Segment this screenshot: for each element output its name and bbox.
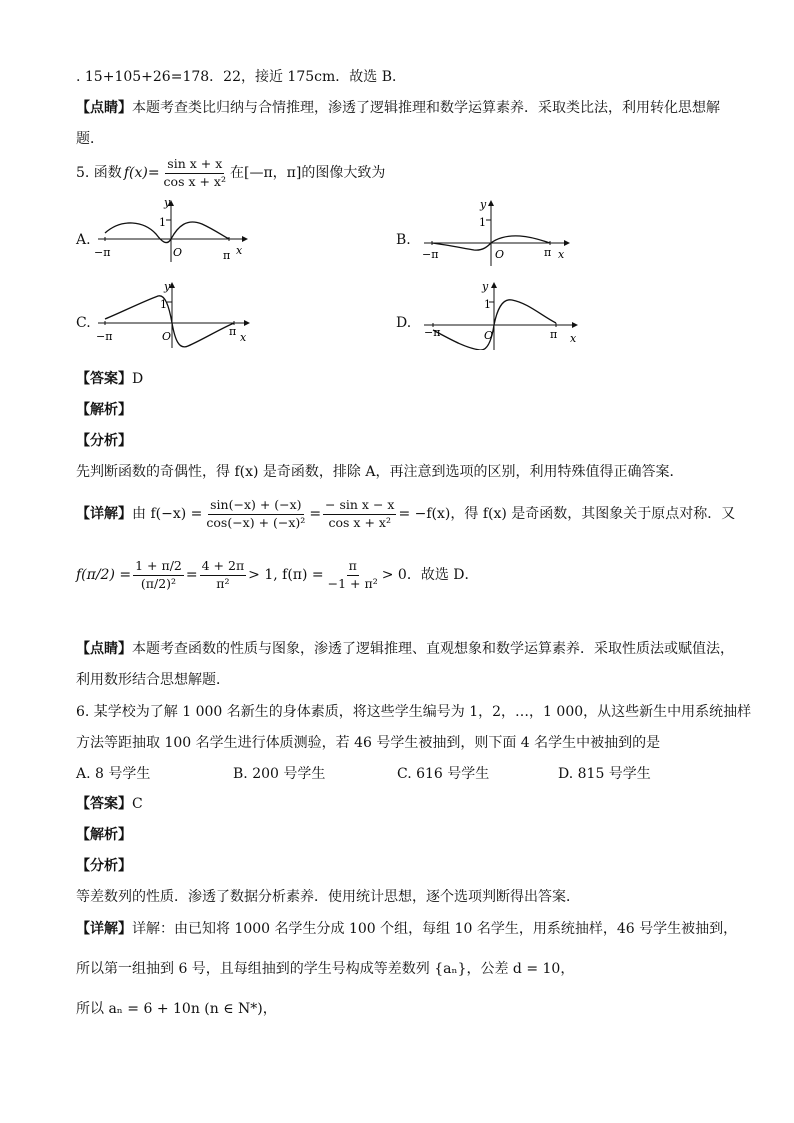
option-label[interactable]: D. — [396, 315, 412, 331]
denominator: cos(−x) + (−x)² — [206, 514, 306, 530]
option-d[interactable]: D. 815 号学生 — [558, 766, 651, 782]
pi-label: π — [223, 249, 231, 262]
pi-label: π — [550, 328, 558, 341]
x-label: x — [236, 244, 243, 257]
question-text: 在[—π，π]的图像大致为 — [230, 165, 386, 181]
equals: = — [309, 506, 322, 522]
denominator: −1 + π² — [327, 575, 378, 591]
detail-line — [76, 560, 479, 590]
detail-text: = −f(x)，得 f(x) 是奇函数，其图象关于原点对称．又 — [398, 506, 736, 522]
y-label: y — [480, 198, 487, 211]
answer-tag: 【答案】 — [76, 371, 132, 387]
denominator: π² — [216, 575, 230, 591]
detail-text: > 0．故选 D． — [381, 567, 479, 583]
option-label[interactable]: A. — [76, 232, 91, 248]
option-c[interactable]: C. 616 号学生 — [397, 766, 490, 782]
fraction — [162, 158, 228, 188]
y-one-label: 1 — [159, 216, 166, 229]
pi-label: π — [544, 246, 552, 259]
comment-tag: 【点睛】 — [76, 641, 132, 657]
comment-tag: 【点睛】 — [76, 100, 132, 116]
answer-tag: 【答案】 — [76, 796, 132, 812]
y-axis-arrow — [488, 200, 494, 206]
y-one-label: 1 — [160, 298, 167, 311]
denominator: (π/2)² — [140, 575, 177, 591]
analysis-tag: 【解析】 — [76, 827, 132, 843]
numerator: 4 + 2π — [200, 560, 247, 576]
function-name: f(x)= — [123, 165, 160, 181]
detail-text: > 1, f(π) = — [248, 567, 324, 583]
x-label: x — [558, 248, 565, 261]
option-label[interactable]: B. — [396, 232, 411, 248]
y-label: y — [164, 196, 171, 209]
detail-text: 所以 aₙ = 6 + 10n (n ∈ N*)， — [76, 1001, 277, 1017]
comment-line — [76, 101, 720, 115]
fenxi-text: 先判断函数的奇偶性，得 f(x) 是奇函数，排除 A，再注意到选项的区别，利用特殊值得正确答案． — [76, 464, 684, 480]
analysis-tag: 【解析】 — [76, 402, 132, 418]
question-6-stem: 6. 某学校为了解 1 000 名新生的身体素质，将这些学生编号为 1，2，…，1 000，从这些新生中用系统抽样 — [76, 704, 752, 720]
answer-line — [76, 797, 143, 811]
option-b[interactable]: B. 200 号学生 — [233, 766, 326, 782]
y-one-label: 1 — [479, 216, 486, 229]
fenxi-text: 等差数列的性质．渗透了数据分析素养．使用统计思想，逐个选项判断得出答案． — [76, 889, 580, 905]
function-curve — [105, 222, 229, 243]
x-axis-arrow — [244, 320, 250, 326]
neg-pi-label: −π — [94, 246, 111, 259]
fenxi-tag: 【分析】 — [76, 433, 132, 449]
neg-pi-label: −π — [424, 326, 441, 339]
detail-tag: 【详解】 — [76, 506, 132, 522]
answer-line — [76, 372, 143, 386]
origin-label: O — [495, 248, 505, 261]
neg-pi-label: −π — [96, 330, 113, 343]
denominator: cos x + x² — [163, 173, 226, 189]
fraction — [204, 499, 307, 529]
comment-text: 题． — [76, 131, 104, 147]
detail-text: f(π/2) = — [76, 567, 132, 583]
x-label: x — [240, 331, 247, 344]
comment-text: 利用数形结合思想解题． — [76, 672, 230, 688]
detail-tag: 【详解】 — [76, 921, 132, 937]
origin-label: O — [173, 246, 183, 259]
x-axis-arrow — [242, 236, 248, 242]
numerator: π — [347, 560, 359, 576]
detail-text: 由 f(−x) = — [132, 506, 203, 522]
numerator: − sin x − x — [323, 499, 396, 515]
comment-text: 本题考查函数的性质与图象，渗透了逻辑推理、直观想象和数学运算素养．采取性质法或赋值法， — [132, 641, 734, 657]
fraction — [200, 560, 247, 590]
x-axis-arrow — [564, 240, 570, 246]
option-label[interactable]: C. — [76, 315, 91, 331]
equals: = — [185, 567, 198, 583]
option-a-graph — [92, 196, 252, 266]
origin-label: O — [162, 330, 172, 343]
neg-pi-label: −π — [422, 248, 439, 261]
detail-line — [76, 922, 737, 936]
detail-text: 所以第一组抽到 6 号，且每组抽到的学生号构成等差数列 {aₙ}，公差 d = 10， — [76, 961, 575, 977]
comment-text: 本题考查类比归纳与合情推理，渗透了逻辑推理和数学运算素养．采取类比法，利用转化思想解 — [132, 100, 720, 116]
comment-line — [76, 642, 734, 656]
question-number: 5. 函数 — [76, 165, 122, 181]
pi-label: π — [229, 325, 237, 338]
fraction — [133, 560, 184, 590]
fenxi-tag: 【分析】 — [76, 858, 132, 874]
x-label: x — [570, 332, 577, 345]
numerator: sin(−x) + (−x) — [208, 499, 303, 515]
numerator: sin x + x — [165, 158, 224, 174]
option-d-graph — [420, 278, 590, 350]
answer-value: C — [132, 796, 143, 812]
detail-line — [76, 499, 735, 529]
fraction — [326, 560, 380, 590]
numerator: 1 + π/2 — [133, 560, 184, 576]
y-one-label: 1 — [484, 298, 491, 311]
detail-text: 详解：由已知将 1000 名学生分成 100 个组，每组 10 名学生，用系统抽样，46 号学生被抽到， — [132, 921, 738, 937]
question-6-stem: 方法等距抽取 100 名学生进行体质测验，若 46 号学生被抽到，则下面 4 名学生中被抽到的是 — [76, 735, 661, 751]
y-axis-arrow — [491, 282, 497, 288]
option-c-graph — [92, 278, 252, 350]
x-axis-arrow — [572, 322, 578, 328]
y-label: y — [482, 280, 489, 293]
question-5-stem — [76, 158, 385, 188]
denominator: cos x + x² — [328, 514, 391, 530]
origin-label: O — [484, 329, 494, 342]
y-label: y — [164, 280, 171, 293]
text-line: . 15+105+26=178．22，接近 175cm．故选 B． — [76, 69, 407, 85]
option-b-graph — [418, 196, 578, 266]
option-a[interactable]: A. 8 号学生 — [76, 766, 151, 782]
fraction — [323, 499, 396, 529]
answer-value: D — [132, 371, 144, 387]
